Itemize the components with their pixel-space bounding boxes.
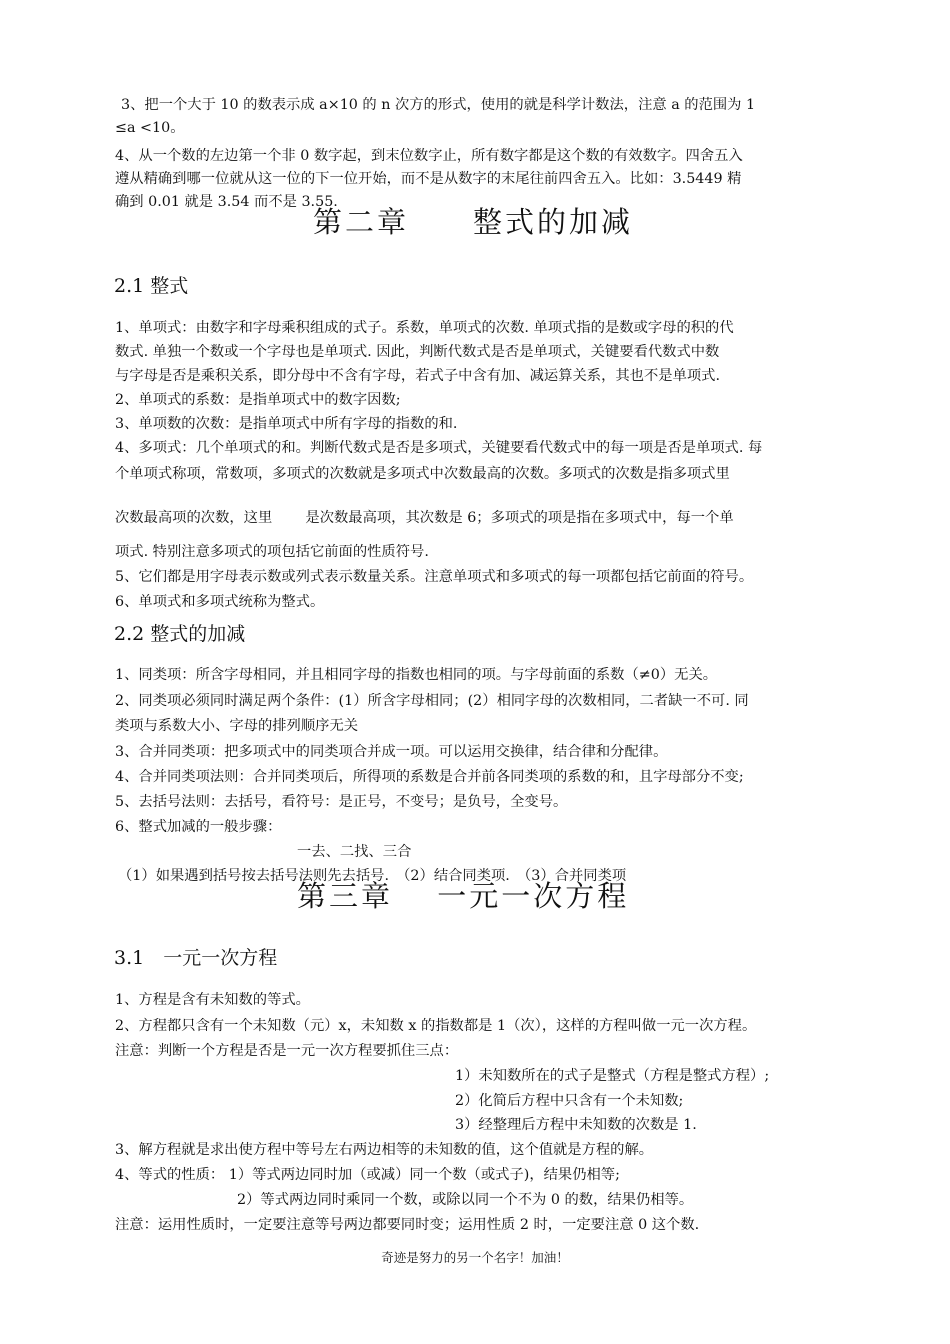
- chapter-2-title: 第二章 整式的加减: [313, 205, 634, 239]
- paragraph-significant-digits-line3: 确到 0.01 就是 3.54 而不是 3.55.: [115, 194, 338, 210]
- sec31-line2: 2、方程都只含有一个未知数（元）x，未知数 x 的指数都是 1（次），这样的方程叫做一元一次方程。: [115, 1018, 757, 1034]
- sec22-line6: 5、去括号法则：去括号，看符号：是正号，不变号；是负号，全变号。: [115, 794, 568, 810]
- sec22-line4: 3、合并同类项：把多项式中的同类项合并成一项。可以运用交换律，结合律和分配律。: [115, 744, 668, 760]
- paragraph-sci-notation-line2: ≤a <10。: [115, 120, 185, 136]
- paragraph-significant-digits-line1: 4、从一个数的左边第一个非 0 数字起，到末位数字止，所有数字都是这个数的有效数字。四舍五入: [115, 148, 743, 164]
- sec31-line10: 注意：运用性质时，一定要注意等号两边都要同时变；运用性质 2 时，一定要注意 0 这个数.: [115, 1217, 700, 1233]
- sec22-steps-summary: 一去、二找、三合: [297, 844, 412, 860]
- sec22-line2: 2、同类项必须同时满足两个条件：(1）所含字母相同；(2）相同字母的次数相同，二者缺一不可. 同: [115, 693, 749, 709]
- section-3-1-heading: 3.1 一元一次方程: [114, 947, 278, 969]
- sec22-line7: 6、整式加减的一般步骤：: [115, 819, 282, 835]
- sec22-line1: 1、同类项：所含字母相同，并且相同字母的指数也相同的项。与字母前面的系数（≠0）无关。: [115, 667, 718, 683]
- section-2-1-heading: 2.1 整式: [114, 275, 189, 297]
- section-2-2-heading: 2.2 整式的加减: [114, 623, 246, 645]
- paragraph-sci-notation-line1: 3、把一个大于 10 的数表示成 a×10 的 n 次方的形式，使用的就是科学计数法，注意 a 的范围为 1: [121, 97, 756, 113]
- sec21-line2: 数式. 单独一个数或一个字母也是单项式. 因此，判断代数式是否是单项式，关键要看代数式中数: [115, 344, 720, 360]
- paragraph-significant-digits-line2: 遵从精确到哪一位就从这一位的下一位开始，而不是从数字的末尾往前四舍五入。比如：3.5449 精: [115, 171, 742, 187]
- sec21-line7: 个单项式称项，常数项，多项式的次数就是多项式中次数最高的次数。多项式的次数是指多项式里: [115, 466, 730, 482]
- sec31-point2: 2）化简后方程中只含有一个未知数;: [455, 1093, 684, 1109]
- sec31-line7: 3、解方程就是求出使方程中等号左右两边相等的未知数的值，这个值就是方程的解。: [115, 1142, 654, 1158]
- sec31-line9: 2）等式两边同时乘同一个数，或除以同一个不为 0 的数，结果仍相等。: [237, 1192, 694, 1208]
- page-footer-motto: 奇迹是努力的另一个名字！加油！: [381, 1250, 569, 1265]
- sec21-line8: 次数最高项的次数，这里 是次数最高项，其次数是 6；多项式的项是指在多项式中，每一个单: [115, 510, 734, 526]
- sec21-line11: 6、单项式和多项式统称为整式。: [115, 594, 325, 610]
- sec31-point1: 1）未知数所在的式子是整式（方程是整式方程）;: [455, 1068, 770, 1084]
- chapter-3-title: 第三章 一元一次方程: [297, 879, 630, 913]
- sec21-line6: 4、多项式：几个单项式的和。判断代数式是否是多项式，关键要看代数式中的每一项是否是单项式. 每: [115, 440, 763, 456]
- sec21-line4: 2、单项式的系数：是指单项式中的数字因数;: [115, 392, 401, 408]
- sec21-line10: 5、它们都是用字母表示数或列式表示数量关系。注意单项式和多项式的每一项都包括它前面的符号。: [115, 569, 754, 585]
- sec21-line5: 3、单项数的次数：是指单项式中所有字母的指数的和.: [115, 416, 458, 432]
- sec31-point3: 3）经整理后方程中未知数的次数是 1.: [455, 1117, 697, 1133]
- sec22-line5: 4、合并同类项法则：合并同类项后，所得项的系数是合并前各同类项的系数的和，且字母部分不变;: [115, 769, 744, 785]
- sec31-line8: 4、等式的性质： 1）等式两边同时加（或减）同一个数（或式子)，结果仍相等;: [115, 1167, 620, 1183]
- sec22-line3: 类项与系数大小、字母的排列顺序无关: [115, 718, 359, 734]
- sec21-line9: 项式. 特别注意多项式的项包括它前面的性质符号.: [115, 544, 429, 560]
- sec21-line3: 与字母是否是乘积关系，即分母中不含有字母，若式子中含有加、减运算关系，其也不是单项式.: [115, 368, 721, 384]
- sec22-steps-detail: （1）如果遇到括号按去括号法则先去括号. （2）结合同类项. （3）合并同类项: [118, 868, 627, 884]
- sec21-line1: 1、单项式：由数字和字母乘积组成的式子。系数，单项式的次数. 单项式指的是数或字母的积的代: [115, 320, 734, 336]
- sec31-line3: 注意：判断一个方程是否是一元一次方程要抓住三点：: [115, 1043, 459, 1059]
- sec31-line1: 1、方程是含有未知数的等式。: [115, 992, 310, 1008]
